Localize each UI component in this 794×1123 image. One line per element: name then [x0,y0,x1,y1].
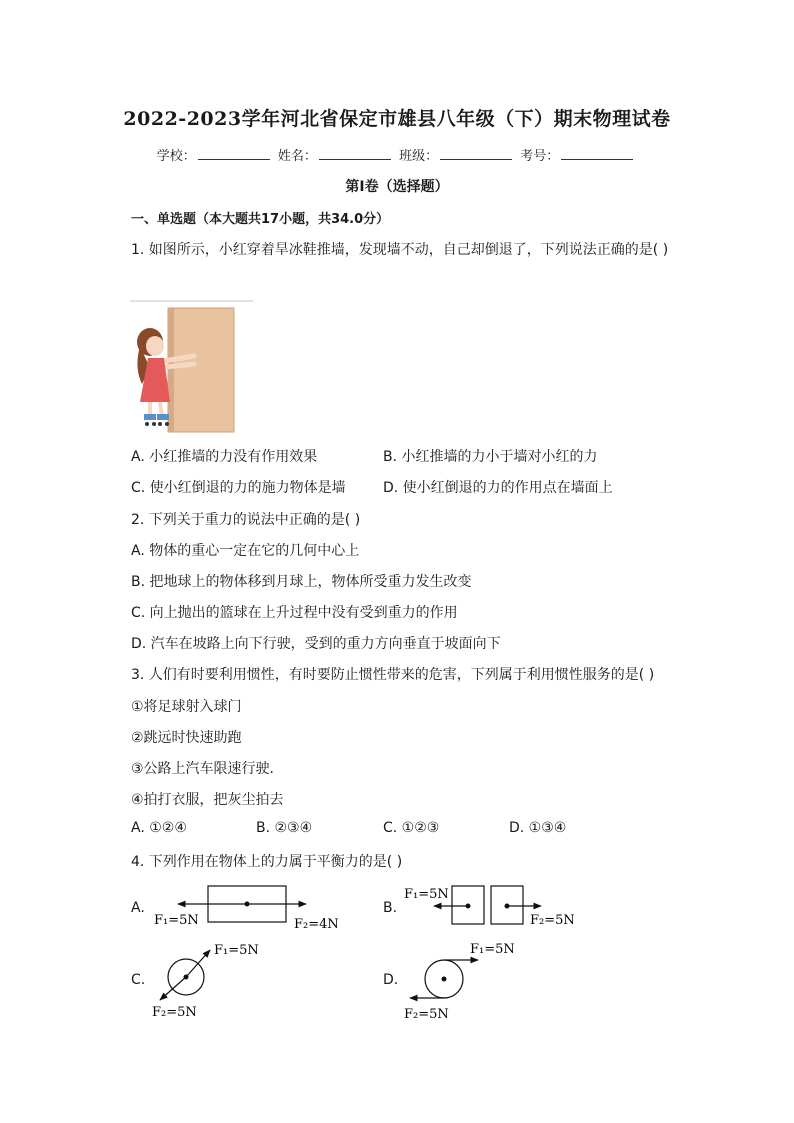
diagram-c-f1-label: F₁=5N [214,943,259,958]
question-1-stem: 1. 如图所示，小红穿着旱冰鞋推墙，发现墙不动，自己却倒退了，下列说法正确的是( ) [131,242,669,258]
question-1-option-b: B. 小红推墙的力小于墙对小红的力 [383,449,598,465]
question-3-item-3: ③公路上汽车限速行驶． [131,761,284,777]
force-diagram-d [400,940,540,1024]
diagram-b-f2-label: F₂=5N [530,913,575,928]
force-diagram-a [148,880,348,936]
class-blank [440,147,512,160]
force-diagram-b [400,880,590,936]
name-blank [319,147,391,160]
school-label: 学校： [156,149,196,164]
question-2-option-c: C. 向上抛出的篮球在上升过程中没有受到重力的作用 [131,605,458,621]
diagram-b-f1-label: F₁=5N [404,887,449,902]
question-1-option-c: C. 使小红倒退的力的施力物体是墙 [131,480,346,496]
diagram-d-f2-label: F₂=5N [404,1007,449,1022]
exam-no-label: 考号： [520,149,560,164]
question-2-stem: 2. 下列关于重力的说法中正确的是( ) [131,512,361,528]
question-3-item-4: ④拍打衣服，把灰尘拍去 [131,792,284,808]
question-4-option-d-label: D. [383,972,399,988]
question-1-figure [128,298,258,436]
question-3-option-b: B. ②③④ [256,820,313,836]
question-1-option-d: D. 使小红倒退的力的作用点在墙面上 [383,480,613,496]
question-4-option-b-label: B. [383,900,398,916]
question-3-option-d: D. ①③④ [509,820,567,836]
part-title: 一、单选题（本大题共17小题，共34.0分） [131,212,390,227]
question-2-option-a: A. 物体的重心一定在它的几何中心上 [131,543,360,559]
exam-no-blank [561,147,633,160]
question-2-option-d: D. 汽车在坡路上向下行驶，受到的重力方向垂直于坡面向下 [131,636,501,652]
question-3-item-1: ①将足球射入球门 [131,699,242,715]
question-3-stem: 3. 人们有时要利用惯性，有时要防止惯性带来的危害，下列属于利用惯性服务的是( ) [131,667,655,683]
question-4-option-a-label: A. [131,900,145,916]
force-diagram-c [148,940,278,1024]
question-2-option-b: B. 把地球上的物体移到月球上，物体所受重力发生改变 [131,574,472,590]
question-3-option-a: A. ①②④ [131,820,187,836]
diagram-a-f1-label: F₁=5N [154,913,199,928]
question-4-option-c-label: C. [131,972,146,988]
question-4-stem: 4. 下列作用在物体上的力属于平衡力的是( ) [131,854,403,870]
student-info-line [0,145,794,164]
class-label: 班级： [399,149,439,164]
school-blank [198,147,270,160]
question-3-item-2: ②跳远时快速助跑 [131,730,242,746]
question-1-option-a: A. 小红推墙的力没有作用效果 [131,449,318,465]
diagram-a-f2-label: F₂=4N [294,917,339,932]
section-title: 第I卷（选择题） [345,179,449,195]
diagram-c-f2-label: F₂=5N [152,1005,197,1020]
name-label: 姓名： [277,149,317,164]
exam-title: 2022-2023学年河北省保定市雄县八年级（下）期末物理试卷 [123,108,671,130]
diagram-d-f1-label: F₁=5N [470,942,515,957]
question-3-option-c: C. ①②③ [383,820,440,836]
